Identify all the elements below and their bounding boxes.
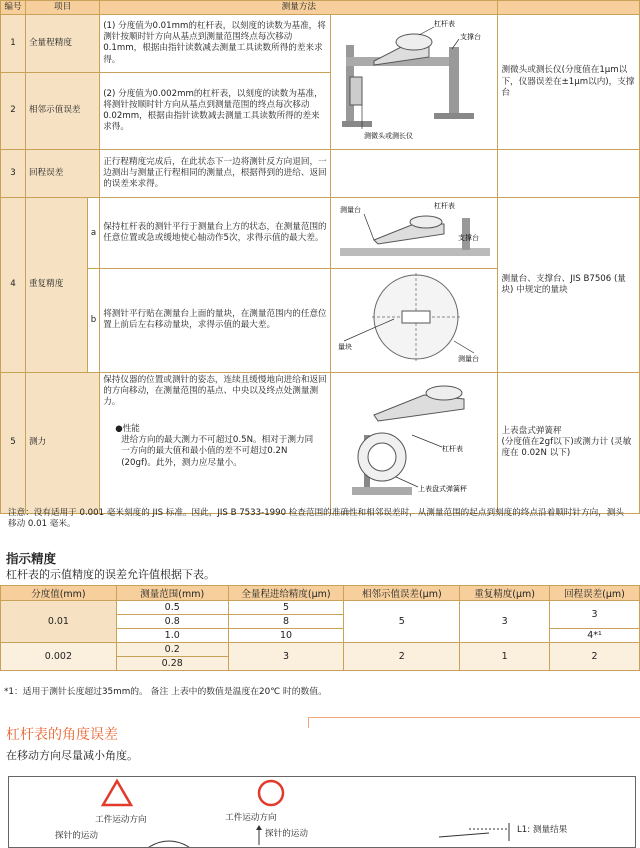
row-3-item: 回程误差 [25, 150, 99, 198]
acc-full-1c: 10 [228, 629, 344, 643]
row-1-item: 全量程精度 [25, 15, 99, 73]
row-1-no: 1 [1, 15, 26, 73]
acc-full-1a: 5 [228, 601, 344, 615]
label-block: 量块 [338, 343, 353, 352]
header-item: 项目 [25, 1, 99, 15]
label-micro: 测微头或测长仪 [364, 132, 414, 140]
row-4a-method: 保持杠杆表的测针平行于测量台上方的状态，在测量范围的任意位置或急或缓地使心轴动作5次，求得示值的最大差。 [100, 198, 331, 269]
circle-icon [259, 781, 283, 805]
fig-repeat-b [331, 269, 498, 372]
section-accuracy-title: 指示精度 [6, 551, 57, 566]
row-5-method: 保持仪器的位置或测针的姿态，连续且缓慢地向进给和返回的方向移动，在测量范围的基点、中央以及终点处测量测力。 [103, 374, 327, 407]
label-dir-1: 工件运动方向 [95, 815, 147, 825]
acc-range-1b: 0.8 [116, 615, 228, 629]
label-probe-1: 探针的运动 [55, 831, 98, 841]
row-4-item: 重复精度 [25, 198, 87, 372]
tools-4: 测量台、支撑台、JIS B7506 (量块) 中规定的量块 [498, 198, 640, 372]
angle-figure [8, 776, 636, 848]
fig-repeat-a [331, 198, 498, 269]
accuracy-note: *1：适用于测针长度超过35mm的。 备注 上表中的数值是温度在20℃ 时的数值。 [4, 687, 327, 697]
acc-range-1a: 0.5 [116, 601, 228, 615]
fig-force [331, 372, 498, 513]
label-stand-4a: 支撑台 [458, 234, 480, 243]
label-stand-1: 支撑台 [460, 33, 482, 41]
row-3-no: 3 [1, 150, 26, 198]
acc-range-1c: 1.0 [116, 629, 228, 643]
label-probe-2: 探针的运动 [265, 829, 308, 839]
row-5-note: 进给方向的最大测力不可超过0.5N。相对于测力同一方向的最大值和最小值的差不可超过0.2N (20gf)。此外，测力应尽量小。 [121, 435, 314, 468]
row-2-method: (2) 分度值为0.002mm的杠杆表，以刻度的读数为基准，将测针按顺时针方向从基点到测量范围的终点每次移动0.02mm，根据由指针读数减去测量工具读数所得的差来求得。 [100, 72, 331, 149]
section-accuracy-subtitle: 杠杆表的示值精度的误差允许值根据下表。 [6, 568, 215, 581]
section-divider [308, 717, 640, 728]
tools-12: 测微头或测长仪(分度值在1μm以下，仪器误差在±1μm以内)，支撑台 [498, 15, 640, 150]
note-jis: 注意：没有适用于 0.001 毫米刻度的 JIS 标准。因此，JIS B 7533-1990 检查范围的准确性和相邻误差时，从测量范围的起点到刻度的终点沿着顺时针方向，测头移动 0.01 毫米。 [8, 508, 624, 530]
acc-hyst-2: 2 [550, 643, 640, 671]
label-dir-2: 工件运动方向 [225, 813, 277, 823]
row-4b-sub: b [87, 269, 99, 372]
triangle-icon [103, 781, 131, 805]
row-5-note-title: ●性能 [115, 424, 140, 435]
row-4b-method: 将测针平行贴在测量台上面的量块，在测量范围内的任意位置上前后左右移动量块，求得示值的最大差。 [100, 269, 331, 372]
row-3-method: 正行程精度完成后，在此状态下一边将测针反方向退回，一边测出与测量正行程相同的测量点，根据得到的进给、返回的误差来求得。 [100, 150, 331, 198]
header-method: 测量方法 [100, 1, 498, 15]
label-table-4b: 测量台 [458, 355, 480, 364]
acc-range-2a: 0.2 [116, 643, 228, 657]
acc-header-rep: 重复精度(μm) [460, 586, 550, 601]
label-result: L1: 测量结果 [517, 825, 568, 835]
section-angle-subtitle: 在移动方向尽量减小角度。 [6, 749, 138, 762]
acc-hyst-1b: 4*¹ [550, 629, 640, 643]
acc-rep-2: 1 [460, 643, 550, 671]
acc-header-grad: 分度值(mm) [1, 586, 117, 601]
label-lever-5: 杠杆表 [442, 444, 464, 453]
label-lever-4a: 杠杆表 [434, 202, 456, 211]
acc-adj-1: 5 [344, 601, 460, 643]
header-no: 编号 [1, 1, 26, 15]
row-5-no: 5 [1, 372, 26, 513]
label-scale: 上表盘式弹簧秤 [418, 484, 468, 493]
acc-full-2: 3 [228, 643, 344, 671]
fig-full-range [331, 15, 498, 150]
acc-range-2b: 0.28 [116, 657, 228, 671]
tools-5: 上表盘式弹簧秤 (分度值在2gf以下)或测力计 (灵敏度在 0.02N 以下) [498, 372, 640, 513]
row-2-item: 相邻示值误差 [25, 72, 99, 149]
row-1-method: (1) 分度值为0.01mm的杠杆表，以刻度的读数为基准，将测针按顺时针方向从基点到测量范围终点每次移动0.1mm，根据由指针读数减去测量工具读数所得的差来求得。 [100, 15, 331, 73]
acc-header-adj: 相邻示值误差(μm) [344, 586, 460, 601]
row-2-no: 2 [1, 72, 26, 149]
accuracy-table [0, 585, 640, 671]
section-angle-title: 杠杆表的角度误差 [6, 727, 118, 743]
acc-header-hyst: 回程误差(μm) [550, 586, 640, 601]
label-table-4a: 测量台 [340, 206, 362, 215]
acc-grad-2: 0.002 [1, 643, 117, 671]
acc-full-1b: 8 [228, 615, 344, 629]
row-5-item: 测力 [25, 372, 99, 513]
acc-header-full: 全量程进给精度(μm) [228, 586, 344, 601]
acc-rep-1: 3 [460, 601, 550, 643]
row-4-no: 4 [1, 198, 26, 372]
acc-adj-2: 2 [344, 643, 460, 671]
label-lever-1: 杠杆表 [434, 20, 456, 28]
acc-grad-1: 0.01 [1, 601, 117, 643]
acc-hyst-1: 3 [550, 601, 640, 629]
row-4a-sub: a [87, 198, 99, 269]
acc-header-range: 测量范围(mm) [116, 586, 228, 601]
